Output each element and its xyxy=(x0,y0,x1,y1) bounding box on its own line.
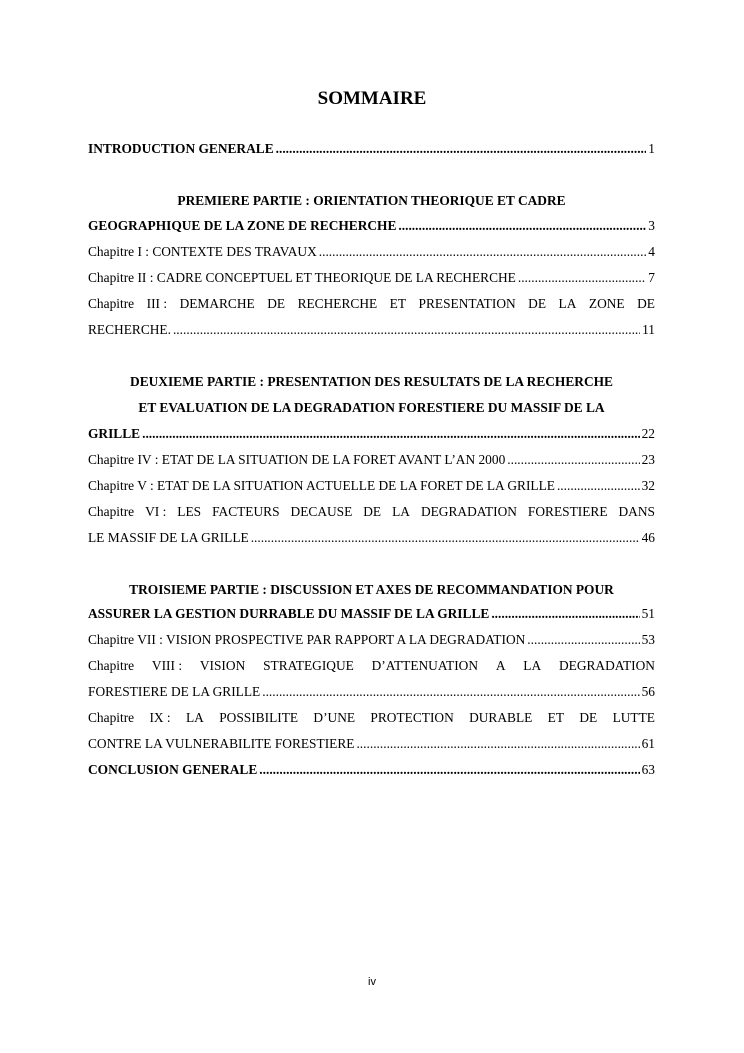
toc-entry-label: Chapitre VII : VISION PROSPECTIVE PAR RAPPORT A LA DEGRADATION xyxy=(88,632,526,647)
leader-dots xyxy=(251,530,640,546)
toc-entry-chapter-8-line-1[interactable] xyxy=(88,658,655,676)
word: FORESTIERE xyxy=(527,504,608,519)
word: VISION xyxy=(199,658,246,673)
part-heading-3: TROISIEME PARTIE : DISCUSSION ET AXES DE RECOMMANDATION POUR xyxy=(129,582,614,597)
word: DE xyxy=(363,504,382,519)
word: DEMARCHE xyxy=(179,296,255,311)
page-footer-number: iv xyxy=(368,976,376,988)
toc-entry-chapter-9[interactable] xyxy=(88,736,655,754)
word: DANS xyxy=(618,504,655,519)
word: ZONE xyxy=(588,296,625,311)
toc-page-number: 7 xyxy=(648,270,655,285)
toc-page-number: 46 xyxy=(641,530,655,545)
toc-entry-chapter-2[interactable] xyxy=(88,270,655,288)
toc-page-number: 22 xyxy=(641,426,655,441)
word: ET xyxy=(389,296,407,311)
word: DURABLE xyxy=(469,710,533,725)
leader-dots xyxy=(319,244,647,260)
toc-entry-introduction[interactable] xyxy=(88,141,655,159)
word: Chapitre xyxy=(88,504,135,519)
word: LA xyxy=(392,504,410,519)
toc-entry-label: Chapitre IV : ETAT DE LA SITUATION DE LA FORET AVANT L’AN 2000 xyxy=(88,452,506,467)
word: Chapitre xyxy=(88,658,135,673)
toc-entry-chapter-6[interactable] xyxy=(88,530,655,548)
word: D’ATTENUATION xyxy=(371,658,478,673)
toc-page-number: 4 xyxy=(648,244,655,259)
leader-dots xyxy=(142,426,640,442)
toc-page-number: 1 xyxy=(648,141,655,156)
word: DECAUSE xyxy=(290,504,353,519)
part-heading-2-line-1: DEUXIEME PARTIE : PRESENTATION DES RESULTATS DE LA RECHERCHE xyxy=(130,374,613,389)
word: III : xyxy=(146,296,168,311)
toc-entry-chapter-3-line-1[interactable] xyxy=(88,296,655,314)
toc-entry-label: RECHERCHE. xyxy=(88,322,171,337)
word: LUTTE xyxy=(612,710,655,725)
toc-page-number: 63 xyxy=(641,762,655,777)
toc-entry-part-1[interactable] xyxy=(88,218,655,236)
word: LA xyxy=(523,658,542,673)
word: A xyxy=(495,658,506,673)
word: DE xyxy=(528,296,547,311)
leader-dots xyxy=(507,452,639,468)
word: DEGRADATION xyxy=(420,504,517,519)
leader-dots xyxy=(491,606,639,622)
toc-entry-label: LE MASSIF DE LA GRILLE xyxy=(88,530,249,545)
leader-dots xyxy=(557,478,640,494)
word: RECHERCHE xyxy=(297,296,378,311)
toc-entry-label: GRILLE xyxy=(88,426,141,441)
toc-entry-chapter-8[interactable] xyxy=(88,684,655,702)
word: D’UNE xyxy=(313,710,356,725)
toc-page-number: 32 xyxy=(641,478,655,493)
toc-entry-label: FORESTIERE DE LA GRILLE xyxy=(88,684,261,699)
word: DE xyxy=(579,710,598,725)
word: IX : xyxy=(149,710,171,725)
word: VI : xyxy=(145,504,167,519)
leader-dots xyxy=(527,632,639,648)
toc-entry-part-3[interactable] xyxy=(88,606,655,624)
leader-dots xyxy=(262,684,639,700)
toc-page-number: 51 xyxy=(641,606,655,621)
toc-page-number: 56 xyxy=(641,684,655,699)
toc-page-number: 23 xyxy=(641,452,655,467)
word: VIII : xyxy=(151,658,183,673)
word: STRATEGIQUE xyxy=(263,658,354,673)
toc-entry-label: Chapitre V : ETAT DE LA SITUATION ACTUELLE DE LA FORET DE LA GRILLE xyxy=(88,478,555,493)
toc-entry-part-2[interactable] xyxy=(88,426,655,444)
toc-entry-chapter-1[interactable] xyxy=(88,244,655,262)
toc-entry-chapter-3[interactable] xyxy=(88,322,655,340)
leader-dots xyxy=(276,141,647,157)
word: LES xyxy=(177,504,202,519)
toc-entry-chapter-5[interactable] xyxy=(88,478,655,496)
toc-entry-chapter-7[interactable] xyxy=(88,632,655,650)
toc-page-number: 11 xyxy=(642,322,655,337)
leader-dots xyxy=(398,218,646,234)
toc-entry-label: GEOGRAPHIQUE DE LA ZONE DE RECHERCHE xyxy=(88,218,397,233)
toc-entry-conclusion[interactable] xyxy=(88,762,655,780)
leader-dots xyxy=(356,736,639,752)
word: Chapitre xyxy=(88,296,135,311)
word: DE xyxy=(637,296,655,311)
word: DEGRADATION xyxy=(558,658,655,673)
word: PROTECTION xyxy=(370,710,454,725)
word: Chapitre xyxy=(88,710,135,725)
word: POSSIBILITE xyxy=(219,710,299,725)
toc-entry-chapter-4[interactable] xyxy=(88,452,655,470)
word: ET xyxy=(547,710,565,725)
toc-entry-label: CONCLUSION GENERALE xyxy=(88,762,258,777)
part-heading-2-line-2: ET EVALUATION DE LA DEGRADATION FORESTIERE DU MASSIF DE LA xyxy=(138,400,605,415)
toc-entry-chapter-6-line-1[interactable] xyxy=(88,504,655,522)
word: PRESENTATION xyxy=(418,296,516,311)
toc-entry-chapter-9-line-1[interactable] xyxy=(88,710,655,728)
word: FACTEURS xyxy=(212,504,280,519)
word: DE xyxy=(267,296,286,311)
toc-page-number: 53 xyxy=(641,632,655,647)
leader-dots xyxy=(173,322,640,338)
leader-dots xyxy=(259,762,639,778)
toc-entry-label: INTRODUCTION GENERALE xyxy=(88,141,274,156)
leader-dots xyxy=(518,270,646,286)
toc-page-number: 61 xyxy=(641,736,655,751)
word: LA xyxy=(558,296,577,311)
page-title: SOMMAIRE xyxy=(317,88,427,109)
toc-entry-label: Chapitre I : CONTEXTE DES TRAVAUX xyxy=(88,244,317,259)
part-heading-1: PREMIERE PARTIE : ORIENTATION THEORIQUE ET CADRE xyxy=(177,193,566,208)
word: LA xyxy=(186,710,204,725)
toc-entry-label: CONTRE LA VULNERABILITE FORESTIERE xyxy=(88,736,355,751)
toc-entry-label: Chapitre II : CADRE CONCEPTUEL ET THEORIQUE DE LA RECHERCHE xyxy=(88,270,516,285)
toc-entry-label: ASSURER LA GESTION DURRABLE DU MASSIF DE LA GRILLE xyxy=(88,606,490,621)
toc-page-number: 3 xyxy=(648,218,655,233)
